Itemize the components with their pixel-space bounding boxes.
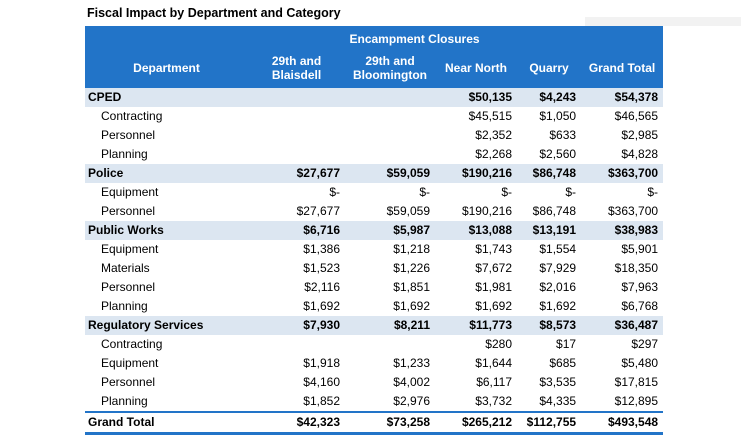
cell-value: $2,560 — [539, 147, 577, 161]
fiscal-impact-table — [85, 26, 663, 435]
cell-value: $17 — [556, 337, 577, 351]
cell-value: $86,748 — [532, 166, 577, 180]
cell-value: $7,930 — [303, 318, 340, 332]
table-row — [85, 392, 663, 412]
cell-value: $4,335 — [539, 394, 577, 408]
cell-value: $493,548 — [581, 412, 663, 434]
table-row — [85, 335, 663, 354]
cell-value — [248, 107, 345, 126]
cell-value: $6,716 — [303, 223, 340, 237]
cell-value: $1,743 — [475, 242, 512, 256]
row-label: Police — [88, 166, 124, 180]
column-header-department: Department — [85, 48, 248, 88]
table-header — [85, 26, 663, 88]
cell-value — [345, 126, 435, 145]
cell-value: $1,050 — [539, 109, 577, 123]
row-label: Contracting — [101, 337, 163, 351]
column-header-29th-blaisdell: 29th and Blaisdell — [248, 48, 345, 88]
group-header-row — [85, 26, 663, 48]
table-row — [85, 278, 663, 297]
row-label: Planning — [101, 147, 148, 161]
table-body — [85, 88, 663, 434]
cell-value: $3,732 — [475, 394, 512, 408]
cell-value: $38,983 — [614, 223, 659, 237]
encampment-closures-group-header: Encampment Closures — [248, 26, 581, 48]
cell-value: $1,852 — [303, 394, 340, 408]
cell-value: $1,233 — [393, 356, 430, 370]
cell-value: $1,218 — [393, 242, 430, 256]
cell-value: $1,386 — [303, 242, 340, 256]
cell-value: $1,981 — [475, 280, 512, 294]
row-label: Materials — [101, 261, 150, 275]
column-header-near-north: Near North — [435, 48, 517, 88]
cell-value — [345, 107, 435, 126]
cell-value: $- — [419, 185, 430, 199]
row-label: Personnel — [101, 280, 156, 294]
cell-value: $- — [647, 185, 659, 199]
table-row — [85, 373, 663, 392]
table-row — [85, 354, 663, 373]
cell-value: $112,755 — [517, 412, 581, 434]
row-label: Planning — [101, 299, 148, 313]
cell-value: $1,918 — [303, 356, 340, 370]
cell-value: $45,515 — [468, 109, 512, 123]
table-row — [85, 126, 663, 145]
cell-value: $4,002 — [393, 375, 430, 389]
page-title: Fiscal Impact by Department and Category — [87, 6, 341, 20]
row-label: Contracting — [101, 109, 163, 123]
cell-value: $- — [501, 185, 512, 199]
cell-value: $4,160 — [303, 375, 340, 389]
row-label: Equipment — [101, 356, 159, 370]
cell-value: $265,212 — [435, 412, 517, 434]
cell-value: $2,985 — [621, 128, 659, 142]
cell-value: $- — [565, 185, 577, 199]
row-label: Equipment — [101, 242, 159, 256]
cell-value: $1,851 — [393, 280, 430, 294]
cell-value — [345, 335, 435, 354]
cell-value: $13,088 — [468, 223, 512, 237]
cell-value — [345, 88, 435, 107]
cell-value: $4,828 — [621, 147, 659, 161]
row-label: Equipment — [101, 185, 159, 199]
screenshot-artifact-strip — [585, 17, 741, 26]
table-row — [85, 297, 663, 316]
column-header-row — [85, 48, 663, 88]
cell-value: $8,211 — [393, 318, 430, 332]
cell-value: $2,352 — [475, 128, 512, 142]
cell-value — [248, 126, 345, 145]
cell-value — [248, 88, 345, 107]
column-header-grand-total: Grand Total — [581, 48, 663, 88]
cell-value: $5,901 — [621, 242, 659, 256]
cell-value: $1,692 — [539, 299, 577, 313]
cell-value: $7,929 — [539, 261, 577, 275]
cell-value — [345, 145, 435, 164]
cell-value: $297 — [631, 337, 659, 351]
cell-value: $54,378 — [614, 90, 659, 104]
table-row — [85, 259, 663, 278]
row-label: CPED — [88, 90, 122, 104]
cell-value: $6,768 — [621, 299, 659, 313]
cell-value — [248, 335, 345, 354]
column-header-quarry: Quarry — [517, 48, 581, 88]
cell-value: $1,523 — [303, 261, 340, 275]
group-header-spacer-left — [85, 26, 248, 48]
table-row — [85, 164, 663, 183]
row-label: Grand Total — [85, 412, 248, 434]
table-row — [85, 183, 663, 202]
cell-value: $685 — [549, 356, 577, 370]
cell-value: $633 — [549, 128, 577, 142]
table-row — [85, 88, 663, 107]
row-label: Personnel — [101, 375, 156, 389]
cell-value: $1,226 — [393, 261, 430, 275]
cell-value: $12,895 — [614, 394, 659, 408]
table-row — [85, 316, 663, 335]
cell-value: $363,700 — [607, 204, 659, 218]
cell-value: $86,748 — [532, 204, 577, 218]
row-label: Planning — [101, 394, 148, 408]
cell-value: $46,565 — [614, 109, 659, 123]
cell-value: $5,987 — [393, 223, 430, 237]
cell-value: $190,216 — [461, 204, 512, 218]
cell-value: $27,677 — [296, 204, 340, 218]
cell-value: $59,059 — [386, 204, 430, 218]
cell-value: $4,243 — [539, 90, 577, 104]
table-row — [85, 412, 663, 434]
cell-value: $2,016 — [539, 280, 577, 294]
cell-value: $6,117 — [476, 375, 512, 389]
cell-value: $11,773 — [469, 318, 512, 332]
row-label: Personnel — [101, 204, 156, 218]
cell-value: $13,191 — [532, 223, 577, 237]
cell-value: $7,672 — [475, 261, 512, 275]
cell-value: $363,700 — [607, 166, 659, 180]
row-label: Public Works — [88, 223, 164, 237]
cell-value: $5,480 — [621, 356, 659, 370]
table-row — [85, 221, 663, 240]
cell-value: $59,059 — [386, 166, 430, 180]
cell-value: $1,692 — [303, 299, 340, 313]
cell-value: $280 — [485, 337, 512, 351]
table-row — [85, 240, 663, 259]
cell-value: $1,692 — [475, 299, 512, 313]
cell-value — [248, 145, 345, 164]
cell-value: $8,573 — [539, 318, 577, 332]
cell-value: $2,116 — [304, 280, 340, 294]
cell-value: $2,976 — [393, 394, 430, 408]
cell-value: $190,216 — [461, 166, 512, 180]
cell-value: $17,815 — [614, 375, 659, 389]
cell-value: $7,963 — [621, 280, 659, 294]
cell-value: $2,268 — [475, 147, 512, 161]
row-label: Regulatory Services — [88, 318, 204, 332]
group-header-spacer-right — [581, 26, 663, 48]
column-header-29th-bloomington: 29th and Bloomington — [345, 48, 435, 88]
cell-value: $36,487 — [614, 318, 659, 332]
cell-value: $18,350 — [614, 261, 659, 275]
cell-value: $50,135 — [468, 90, 512, 104]
cell-value: $27,677 — [296, 166, 340, 180]
cell-value: $3,535 — [539, 375, 577, 389]
table-row — [85, 107, 663, 126]
cell-value: $1,692 — [393, 299, 430, 313]
table-row — [85, 145, 663, 164]
table-row — [85, 202, 663, 221]
row-label: Personnel — [101, 128, 156, 142]
cell-value: $- — [329, 185, 340, 199]
cell-value: $1,644 — [475, 356, 512, 370]
cell-value: $73,258 — [345, 412, 435, 434]
cell-value: $42,323 — [248, 412, 345, 434]
cell-value: $1,554 — [539, 242, 577, 256]
